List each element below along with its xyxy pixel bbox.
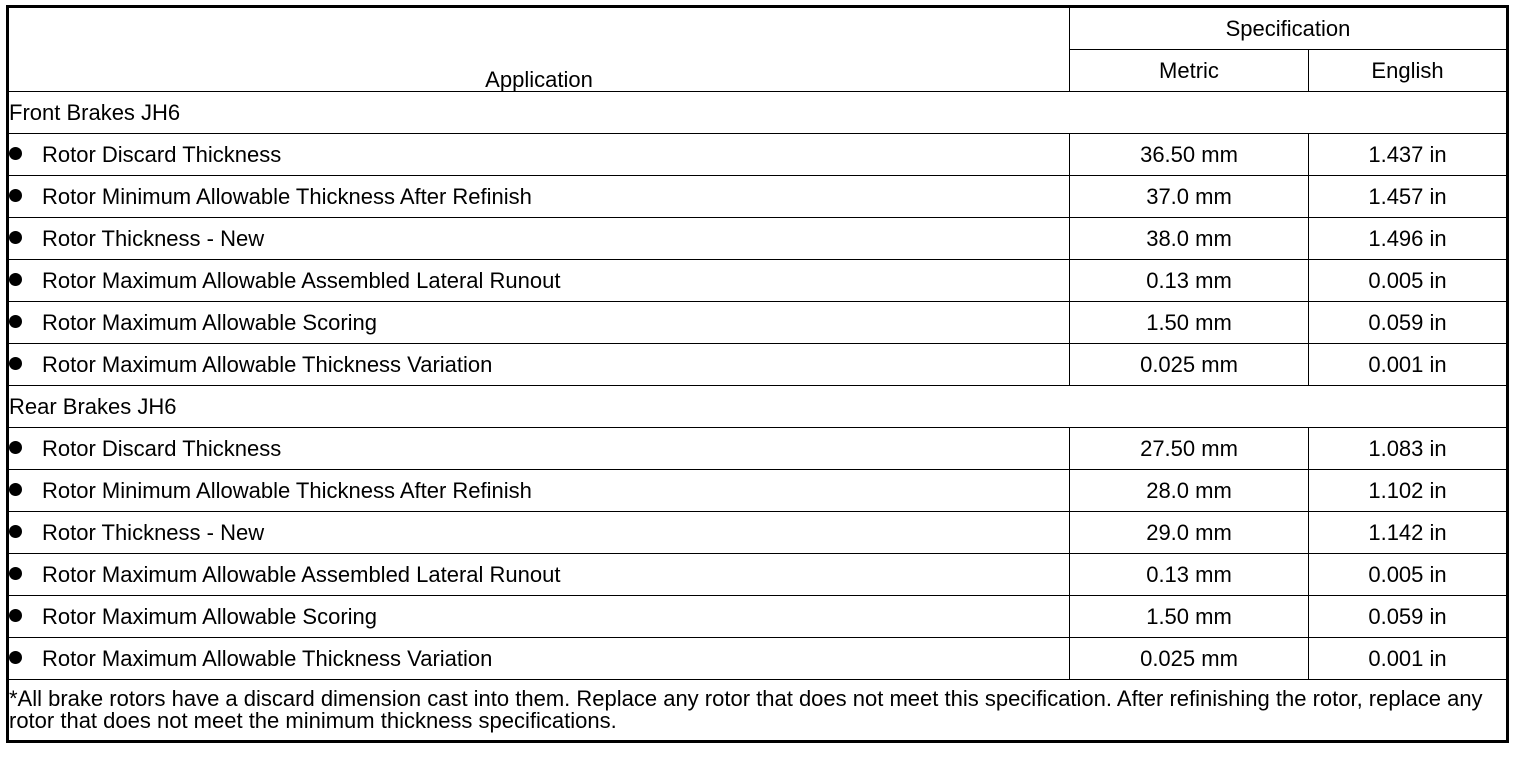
row-label: Rotor Minimum Allowable Thickness After Refinish <box>42 183 532 209</box>
table-row <box>8 470 1508 512</box>
row-label: Rotor Maximum Allowable Thickness Variation <box>42 645 493 671</box>
bullet-icon <box>9 273 22 286</box>
metric-value: 28.0 mm <box>1070 470 1309 512</box>
bullet-icon <box>9 567 22 580</box>
row-label: Rotor Discard Thickness <box>42 141 282 167</box>
table-row <box>8 302 1508 344</box>
row-label: Rotor Maximum Allowable Scoring <box>42 309 378 335</box>
row-label: Rotor Thickness - New <box>42 225 265 251</box>
table-row <box>8 512 1508 554</box>
metric-value: 37.0 mm <box>1070 176 1309 218</box>
english-value: 0.001 in <box>1309 638 1508 680</box>
application-header: Application <box>8 7 1070 92</box>
table-row <box>8 134 1508 176</box>
brake-rotor-spec-table <box>6 5 1509 743</box>
specification-header: Specification <box>1070 7 1508 50</box>
english-header: English <box>1309 50 1508 92</box>
bullet-icon <box>9 315 22 328</box>
section-row-rear <box>8 386 1508 428</box>
metric-value: 27.50 mm <box>1070 428 1309 470</box>
row-label: Rotor Maximum Allowable Scoring <box>42 603 378 629</box>
section-title: Front Brakes JH6 <box>8 92 1508 134</box>
row-label: Rotor Maximum Allowable Thickness Variation <box>42 351 493 377</box>
bullet-icon <box>9 357 22 370</box>
metric-value: 29.0 mm <box>1070 512 1309 554</box>
english-value: 0.005 in <box>1309 554 1508 596</box>
english-value: 0.005 in <box>1309 260 1508 302</box>
bullet-icon <box>9 609 22 622</box>
bullet-icon <box>9 231 22 244</box>
metric-value: 0.13 mm <box>1070 554 1309 596</box>
english-value: 1.457 in <box>1309 176 1508 218</box>
english-value: 0.059 in <box>1309 596 1508 638</box>
table-row <box>8 344 1508 386</box>
english-value: 1.496 in <box>1309 218 1508 260</box>
metric-value: 36.50 mm <box>1070 134 1309 176</box>
table-row <box>8 638 1508 680</box>
metric-value: 38.0 mm <box>1070 218 1309 260</box>
english-value: 1.142 in <box>1309 512 1508 554</box>
bullet-icon <box>9 483 22 496</box>
table-row <box>8 596 1508 638</box>
english-value: 1.437 in <box>1309 134 1508 176</box>
footnote-text: *All brake rotors have a discard dimension cast into them. Replace any rotor that does not meet this specification. After refinishing the rotor, replace any rotor that does not meet the minimum thickness specifications. <box>8 680 1508 742</box>
bullet-icon <box>9 651 22 664</box>
metric-value: 0.025 mm <box>1070 638 1309 680</box>
english-value: 0.001 in <box>1309 344 1508 386</box>
table-row <box>8 218 1508 260</box>
row-label: Rotor Minimum Allowable Thickness After Refinish <box>42 477 532 503</box>
row-label: Rotor Maximum Allowable Assembled Lateral Runout <box>42 267 561 293</box>
metric-value: 1.50 mm <box>1070 596 1309 638</box>
english-value: 0.059 in <box>1309 302 1508 344</box>
bullet-icon <box>9 441 22 454</box>
bullet-icon <box>9 189 22 202</box>
table-row <box>8 554 1508 596</box>
table-row <box>8 428 1508 470</box>
metric-value: 0.13 mm <box>1070 260 1309 302</box>
row-label: Rotor Thickness - New <box>42 519 265 545</box>
footnote-row <box>8 680 1508 742</box>
bullet-icon <box>9 525 22 538</box>
metric-value: 1.50 mm <box>1070 302 1309 344</box>
english-value: 1.083 in <box>1309 428 1508 470</box>
english-value: 1.102 in <box>1309 470 1508 512</box>
table-row <box>8 176 1508 218</box>
metric-value: 0.025 mm <box>1070 344 1309 386</box>
table-row <box>8 260 1508 302</box>
section-row-front <box>8 92 1508 134</box>
header-row-top <box>8 7 1508 50</box>
section-title: Rear Brakes JH6 <box>8 386 1508 428</box>
metric-header: Metric <box>1070 50 1309 92</box>
row-label: Rotor Maximum Allowable Assembled Lateral Runout <box>42 561 561 587</box>
row-label: Rotor Discard Thickness <box>42 435 282 461</box>
bullet-icon <box>9 147 22 160</box>
